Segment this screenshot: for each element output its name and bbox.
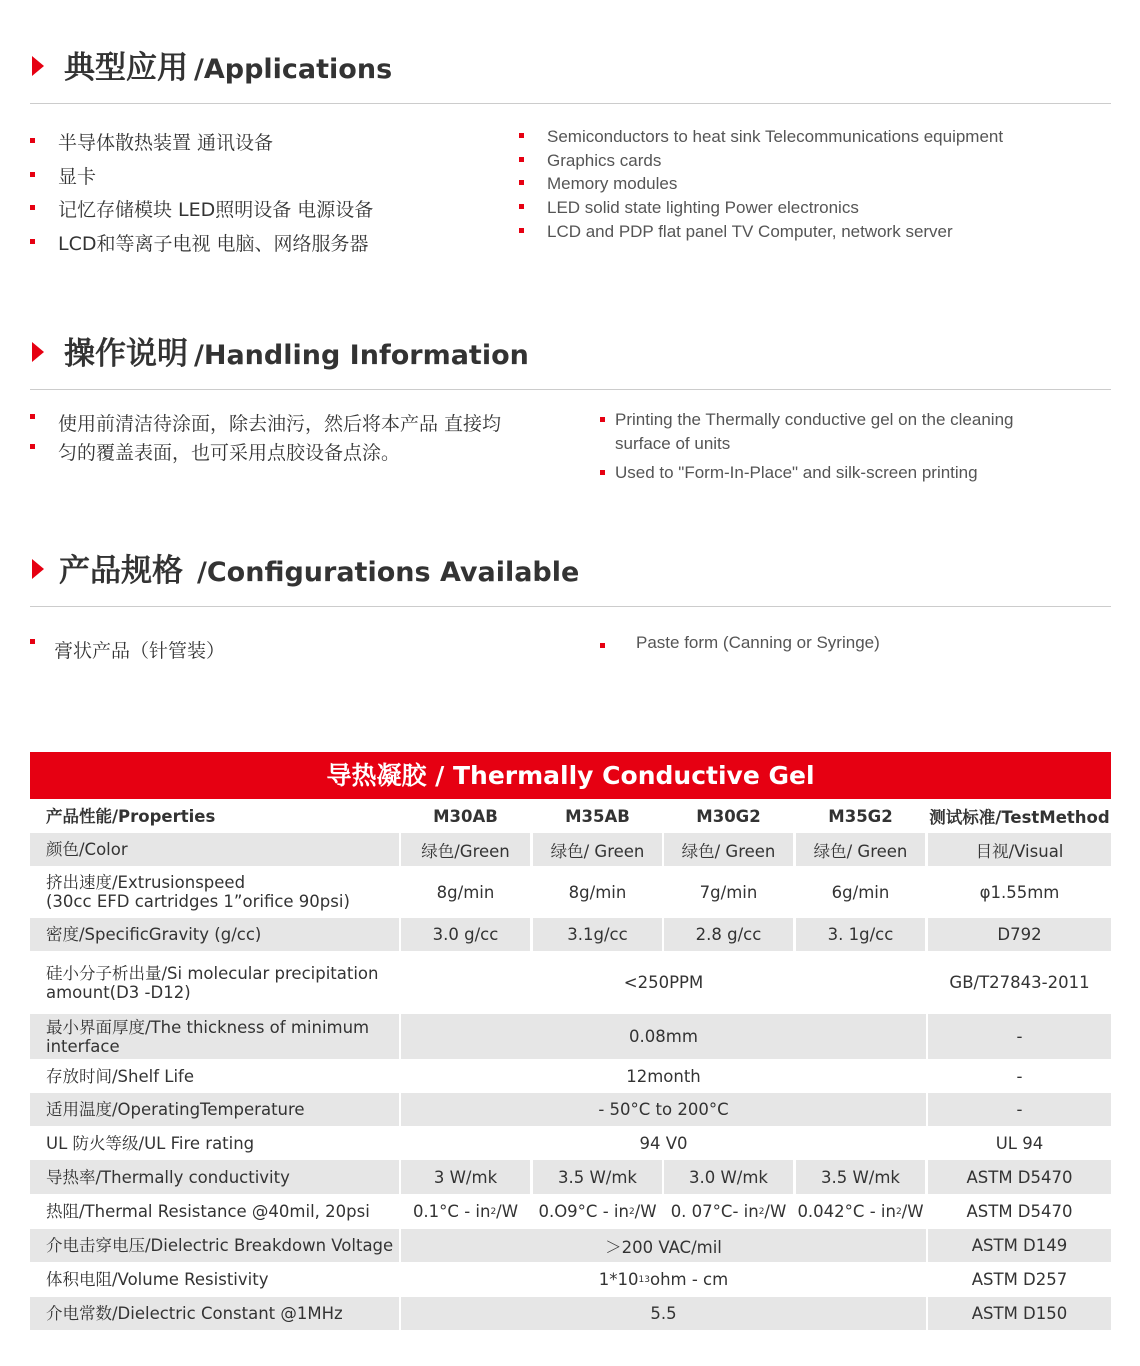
table-cell: 8g/min <box>436 882 495 902</box>
table-cell: 3.0 W/mk <box>664 1160 793 1194</box>
bullet-icon <box>600 470 605 475</box>
table-row <box>30 918 1111 951</box>
bullet-icon <box>600 417 605 422</box>
table-cell: ＞200 VAC/mil <box>401 1229 926 1262</box>
table-cell: 0.O9°C - in 2 /W <box>538 1202 657 1221</box>
table-cell: 2.8 g/cc <box>664 918 793 951</box>
table-cell: 3.5 W/mk <box>533 1160 662 1194</box>
bullet-icon <box>30 444 35 449</box>
row-label: 体积电阻/Volume Resistivity <box>46 1270 269 1289</box>
list-item: 显卡 <box>30 165 373 199</box>
table-cell: 7g/min <box>699 882 758 902</box>
header-cell: M30G2 <box>696 806 761 826</box>
table-cell: 绿色/Green <box>401 833 530 866</box>
handling-list-zh <box>30 412 501 475</box>
table-row <box>30 1195 1111 1228</box>
list-item: Semiconductors to heat sink Telecommunications equipment <box>519 126 1003 150</box>
table-cell: 12month <box>626 1066 701 1086</box>
table-row <box>30 1127 1111 1159</box>
table-title: 导热凝胶 / Thermally Conductive Gel <box>30 752 1111 799</box>
handling-list-en <box>600 408 1013 485</box>
table-row <box>30 1229 1111 1262</box>
list-item: 记忆存储模块 LED照明设备 电源设备 <box>30 198 373 232</box>
table-row <box>30 1160 1111 1194</box>
arrow-right-icon <box>32 56 44 76</box>
list-item: 匀的覆盖表面，也可采用点胶设备点涂。 <box>30 441 501 475</box>
row-label: 介电常数/Dielectric Constant @1MHz <box>30 1297 399 1330</box>
table-cell: 绿色/ Green <box>796 833 925 866</box>
divider <box>30 606 1111 607</box>
table-cell: 5.5 <box>401 1297 926 1330</box>
table-cell: 0.042°C - in 2 /W <box>797 1202 924 1221</box>
table-row <box>30 1263 1111 1296</box>
row-label: 最小界面厚度/The thickness of minimum interface <box>30 1014 399 1059</box>
bullet-icon <box>600 643 605 648</box>
row-label: 挤出速度/Extrusionspeed (30cc EFD cartridges 1”orifice 90psi) <box>46 873 350 911</box>
table-cell: 1*10 13 ohm - cm <box>598 1270 729 1289</box>
method-cell: ASTM D149 <box>928 1229 1111 1262</box>
table-cell: 0.08mm <box>401 1014 926 1059</box>
table-cell: 6g/min <box>831 882 890 902</box>
bullet-icon <box>30 138 35 143</box>
header-cell: 测试标准/TestMethod <box>929 808 1110 827</box>
method-cell: 目视/Visual <box>928 833 1111 866</box>
method-cell: φ1.55mm <box>979 882 1060 902</box>
list-item: 使用前清洁待涂面，除去油污，然后将本产品 直接均 <box>30 412 501 441</box>
method-cell: - <box>1016 1066 1023 1086</box>
bullet-icon <box>30 639 35 644</box>
list-item: Printing the Thermally conductive gel on the cleaning surface of units <box>600 408 1013 455</box>
bullet-icon <box>519 204 524 209</box>
list-item: Memory modules <box>519 173 1003 197</box>
configurations-header <box>30 537 1111 607</box>
table-cell: <250PPM <box>623 973 704 992</box>
row-label: 热阻/Thermal Resistance @40mil, 20psi <box>46 1202 370 1221</box>
row-label: 颜色/Color <box>30 833 399 866</box>
list-item: Used to "Form-In-Place" and silk-screen printing <box>600 461 1013 485</box>
method-cell: ASTM D5470 <box>966 1202 1073 1221</box>
configurations-item-zh: 膏状产品（针管装） <box>30 636 225 663</box>
header-cell: M35G2 <box>828 806 893 826</box>
table-cell: 绿色/ Green <box>533 833 662 866</box>
bullet-icon <box>519 133 524 138</box>
table-row <box>30 1014 1111 1059</box>
table-cell: 绿色/ Green <box>664 833 793 866</box>
row-label: 存放时间/Shelf Life <box>46 1066 195 1086</box>
header-cell: 产品性能/Properties <box>46 806 216 826</box>
header-cell: M35AB <box>565 806 630 826</box>
bullet-icon <box>30 172 35 177</box>
section-title: 产品规格 /Configurations Available <box>59 553 580 589</box>
table-cell: 94 V0 <box>639 1133 688 1153</box>
method-cell: ASTM D5470 <box>928 1160 1111 1194</box>
applications-list-zh <box>30 131 373 265</box>
bullet-icon <box>519 180 524 185</box>
list-item: LCD and PDP flat panel TV Computer, network server <box>519 221 1003 245</box>
table-row <box>30 952 1111 1013</box>
arrow-right-icon <box>32 559 44 579</box>
bullet-icon <box>519 228 524 233</box>
row-label: UL 防火等级/UL Fire rating <box>46 1133 255 1153</box>
list-item: Graphics cards <box>519 150 1003 174</box>
table-cell: 0. 07°C- in 2 /W <box>670 1202 787 1221</box>
configurations-item-en: Paste form (Canning or Syringe) <box>600 633 880 653</box>
row-label: 适用温度/OperatingTemperature <box>30 1093 399 1126</box>
table-cell: 3.5 W/mk <box>796 1160 925 1194</box>
applications-header <box>30 34 1111 104</box>
row-label: 介电击穿电压/Dielectric Breakdown Voltage <box>30 1229 399 1262</box>
bullet-icon <box>30 239 35 244</box>
method-cell: GB/T27843-2011 <box>949 973 1090 992</box>
table-row <box>30 833 1111 866</box>
row-label: 密度/SpecificGravity (g/cc) <box>30 918 399 951</box>
row-label: 硅小分子析出量/Si molecular precipitation amount(D3 -D12) <box>46 963 379 1002</box>
arrow-right-icon <box>32 342 44 362</box>
bullet-icon <box>30 205 35 210</box>
table-row <box>30 1093 1111 1126</box>
bullet-icon <box>30 414 35 419</box>
method-cell: D792 <box>928 918 1111 951</box>
list-item: LCD和等离子电视 电脑、网络服务器 <box>30 232 373 266</box>
table-cell: 3.1g/cc <box>533 918 662 951</box>
table-row <box>30 1060 1111 1092</box>
divider <box>30 389 1111 390</box>
table-cell: 3.0 g/cc <box>401 918 530 951</box>
table-row <box>30 1297 1111 1330</box>
applications-list-en <box>519 126 1003 244</box>
list-item: LED solid state lighting Power electronics <box>519 197 1003 221</box>
table-cell: - 50°C to 200°C <box>401 1093 926 1126</box>
row-label: 导热率/Thermally conductivity <box>30 1160 399 1194</box>
divider <box>30 103 1111 104</box>
section-title: 典型应用 /Applications <box>64 50 393 86</box>
list-item: 半导体散热装置 通讯设备 <box>30 131 373 165</box>
method-cell: - <box>928 1014 1111 1059</box>
table-cell: 0.1°C - in 2 /W <box>412 1202 519 1221</box>
table-cell: 3 W/mk <box>401 1160 530 1194</box>
table-row <box>30 867 1111 917</box>
method-cell: ASTM D257 <box>971 1270 1068 1289</box>
handling-header <box>30 320 1111 390</box>
section-title: 操作说明 /Handling Information <box>64 336 529 372</box>
bullet-icon <box>519 157 524 162</box>
table-cell: 3. 1g/cc <box>796 918 925 951</box>
method-cell: - <box>928 1093 1111 1126</box>
table-header-row <box>30 800 1111 832</box>
table-cell: 8g/min <box>568 882 627 902</box>
method-cell: ASTM D150 <box>928 1297 1111 1330</box>
method-cell: UL 94 <box>995 1133 1044 1153</box>
header-cell: M30AB <box>433 806 498 826</box>
